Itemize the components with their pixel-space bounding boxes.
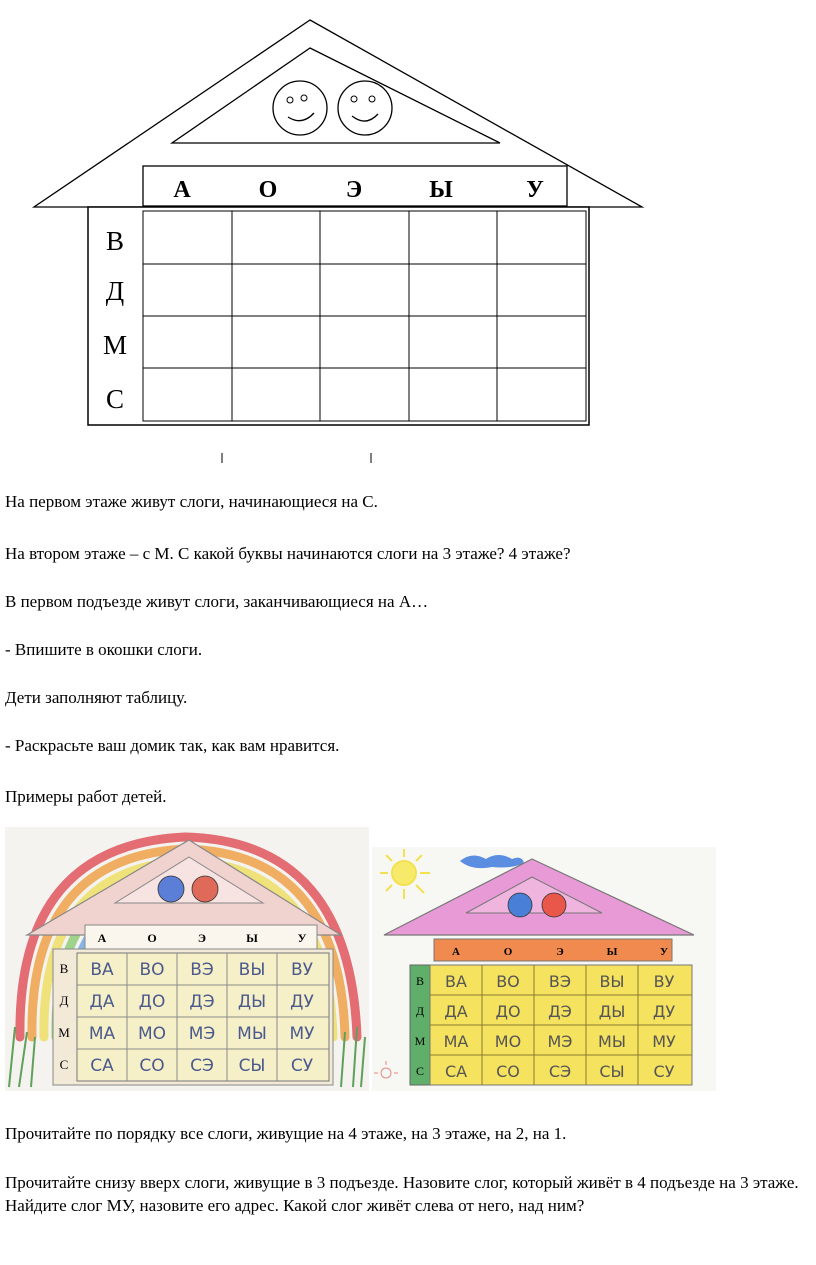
- consonant-label: В: [105, 226, 125, 256]
- child-syllable: ВЭ: [190, 960, 214, 980]
- example-side-letter: М: [414, 1034, 426, 1048]
- child-syllable: ДО: [495, 1002, 521, 1021]
- red-face-drawing: [192, 876, 218, 902]
- text-paragraph: Прочитайте снизу вверх слоги, живущие в 3 подъезде. Назовите слог, который живёт в 4 подъезде на 3 этаже. Найдите слог МУ, назовите его адрес. Какой слог живёт слева от него, над ним?: [5, 1173, 799, 1215]
- child-syllable: ВУ: [653, 972, 675, 991]
- child-syllable: МЫ: [237, 1024, 267, 1044]
- text-paragraph: Примеры работ детей.: [5, 787, 167, 806]
- child-syllable: МА: [443, 1032, 469, 1051]
- header-row-drawing: [434, 939, 672, 961]
- example-header-letter: У: [659, 946, 669, 958]
- child-syllable: МО: [494, 1032, 522, 1051]
- child-syllable: ВА: [445, 972, 467, 991]
- blue-face-drawing: [508, 893, 532, 917]
- example-header-letter: А: [97, 931, 107, 945]
- example-header-letter: Ы: [246, 931, 258, 945]
- child-syllable: МУ: [289, 1024, 315, 1044]
- child-syllable: СУ: [653, 1062, 675, 1081]
- consonant-label: Д: [105, 276, 125, 306]
- syllable-house-diagram: [0, 0, 816, 470]
- sun-drawing: [380, 849, 430, 899]
- child-syllable: ВА: [90, 960, 114, 980]
- child-syllable: СО: [496, 1062, 520, 1081]
- child-syllable: МУ: [652, 1032, 676, 1051]
- child-syllable: МЭ: [188, 1024, 216, 1044]
- child-syllable: ВЫ: [238, 960, 266, 980]
- vowel-label: Э: [345, 177, 363, 203]
- child-syllable: МО: [137, 1024, 167, 1044]
- stray-marks: [222, 453, 371, 463]
- example-side-letter: В: [415, 974, 425, 988]
- example-side-letter: С: [59, 1057, 69, 1072]
- text-paragraph: - Впишите в окошки слоги.: [5, 640, 203, 659]
- vowel-label: О: [258, 177, 278, 203]
- child-syllable: МЫ: [598, 1032, 626, 1051]
- text-paragraph: На втором этаже – с М. С какой буквы начинаются слоги на 3 этаже? 4 этаже?: [5, 544, 571, 563]
- child-syllable: ВО: [139, 960, 165, 980]
- text-paragraph: - Раскрасьте ваш домик так, как вам нравится.: [5, 736, 340, 755]
- child-syllable: МА: [88, 1024, 116, 1044]
- small-sun-drawing: [374, 1061, 398, 1078]
- child-syllable: СО: [139, 1056, 165, 1076]
- child-syllable: ДЭ: [548, 1002, 572, 1021]
- child-syllable: ДА: [444, 1002, 468, 1021]
- child-syllable: ВУ: [290, 960, 314, 980]
- child-syllable: ВО: [496, 972, 520, 991]
- example-side-letter: В: [59, 961, 69, 976]
- text-paragraph: В первом подъезде живут слоги, заканчивающиеся на А…: [5, 592, 429, 611]
- vowel-label: Ы: [429, 177, 453, 203]
- cloud-drawing: [460, 855, 524, 868]
- example-header-letter: О: [147, 931, 157, 945]
- text-paragraph: На первом этаже живут слоги, начинающиеся на С.: [5, 492, 378, 511]
- child-drawing-example-1: [5, 827, 369, 1091]
- child-drawing-example-2: [372, 847, 716, 1091]
- text-paragraph: Прочитайте по порядку все слоги, живущие на 4 этаже, на 3 этаже, на 2, на 1.: [5, 1124, 567, 1143]
- child-syllable: СЫ: [238, 1056, 266, 1076]
- child-syllable: СА: [90, 1056, 114, 1076]
- example-side-letter: С: [415, 1064, 425, 1078]
- example-header-letter: Э: [556, 946, 564, 958]
- example-header-letter: Ы: [606, 946, 618, 958]
- child-syllable: СУ: [290, 1056, 314, 1076]
- child-syllable: ДЫ: [598, 1002, 626, 1021]
- child-syllable: СА: [444, 1062, 468, 1081]
- child-syllable: ДО: [138, 992, 166, 1012]
- child-syllable: МЭ: [547, 1032, 573, 1051]
- child-syllable: ВЭ: [548, 972, 572, 991]
- child-syllable: ДЫ: [237, 992, 267, 1012]
- child-syllable: СЫ: [599, 1062, 625, 1081]
- child-syllable: СЭ: [548, 1062, 572, 1081]
- child-syllable: СЭ: [190, 1056, 214, 1076]
- example-header-letter: А: [452, 946, 460, 958]
- text-paragraph: Дети заполняют таблицу.: [5, 688, 188, 707]
- child-syllable: ДУ: [290, 992, 314, 1012]
- child-syllable: ДУ: [652, 1002, 676, 1021]
- consonant-label: М: [102, 330, 128, 360]
- example-side-letter: М: [58, 1025, 70, 1040]
- red-face-drawing: [542, 893, 566, 917]
- example-side-letter: Д: [59, 993, 69, 1008]
- example-header-letter: О: [503, 946, 513, 958]
- example-side-letter: Д: [415, 1004, 425, 1018]
- child-syllable: ВЫ: [599, 972, 625, 991]
- child-syllable: ДА: [89, 992, 115, 1012]
- consonant-label: С: [105, 384, 125, 414]
- vowel-label: У: [526, 177, 544, 203]
- blue-face-drawing: [158, 876, 184, 902]
- example-header-letter: У: [297, 931, 307, 945]
- vowel-label: А: [173, 177, 191, 203]
- example-header-letter: Э: [197, 931, 207, 945]
- child-syllable: ДЭ: [189, 992, 215, 1012]
